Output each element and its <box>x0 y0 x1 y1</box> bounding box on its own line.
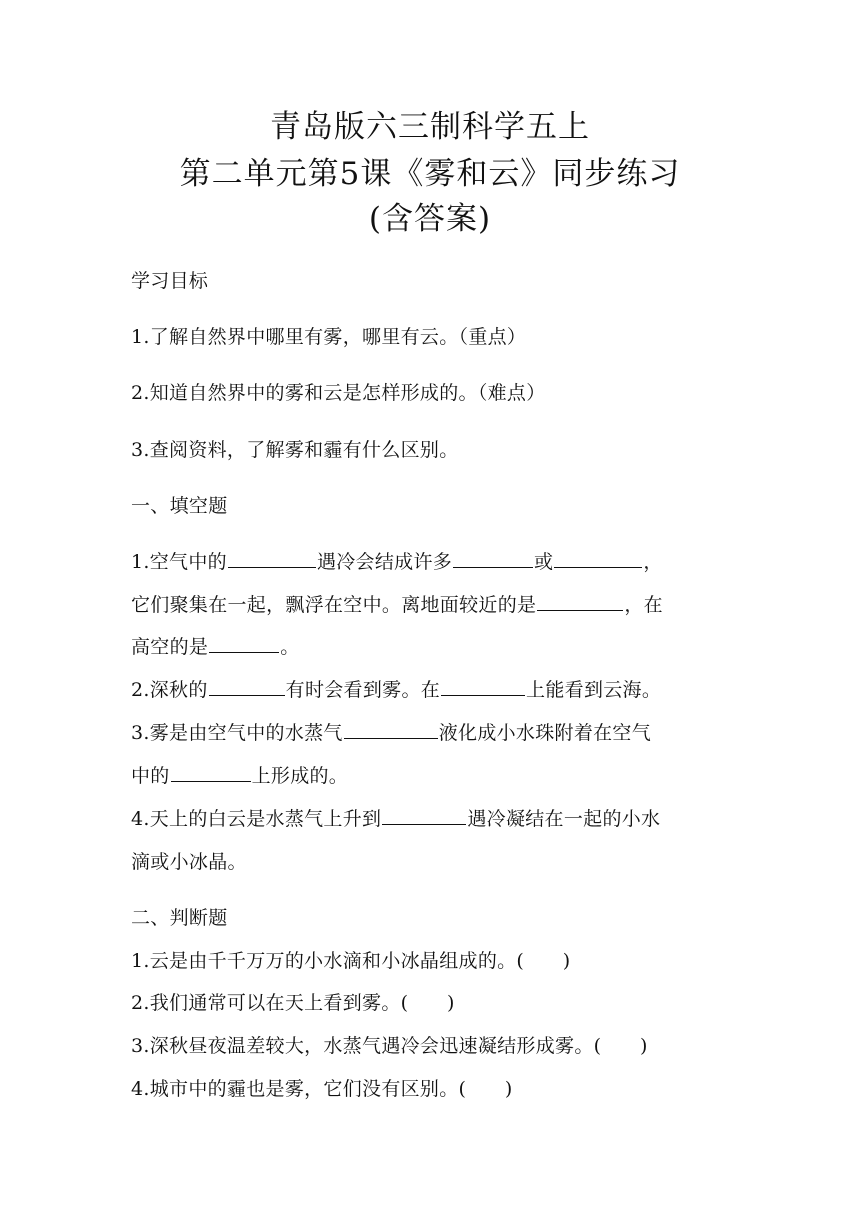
objective-item-3: 3.查阅资料，了解雾和霾有什么区别。 <box>131 439 459 461</box>
fill-q1-text-b: 遇冷会结成许多 <box>316 551 453 573</box>
fill-q4-text-a: 4.天上的白云是水蒸气上升到 <box>131 808 382 830</box>
fill-q4-text-b: 遇冷凝结在一起的小水 <box>467 808 661 830</box>
answer-blank[interactable] <box>344 737 438 739</box>
fill-q3-text-d: 上形成的。 <box>251 765 349 787</box>
answer-blank[interactable] <box>441 694 525 696</box>
answer-blank[interactable] <box>171 780 251 782</box>
fill-q1-text-h: 。 <box>280 636 300 658</box>
fill-q1-text-f: ，在 <box>624 594 663 616</box>
fill-q2-text-b: 有时会看到雾。在 <box>285 679 441 701</box>
title-line-3: (含答案) <box>368 201 492 237</box>
objective-item-1: 1.了解自然界中哪里有雾，哪里有云。（重点） <box>131 326 527 348</box>
objective-item-2: 2.知道自然界中的雾和云是怎样形成的。（难点） <box>131 382 546 404</box>
answer-blank[interactable] <box>554 566 642 568</box>
fill-q3-text-b: 液化成小水珠附着在空气 <box>438 722 652 744</box>
answer-blank[interactable] <box>209 694 285 696</box>
fill-question-4-line-2: 滴或小冰晶。 <box>131 851 247 873</box>
fill-q3-text-a: 3.雾是由空气中的水蒸气 <box>131 722 343 744</box>
fill-question-1-line-2 <box>131 592 663 618</box>
fill-heading: 一、填空题 <box>131 495 228 517</box>
objectives-heading: 学习目标 <box>131 270 209 292</box>
judge-heading: 二、判断题 <box>131 907 228 929</box>
fill-q1-text-d: ， <box>643 551 663 573</box>
judge-item-2: 2.我们通常可以在天上看到雾。( ) <box>131 992 455 1014</box>
answer-blank[interactable] <box>537 609 623 611</box>
judge-item-4: 4.城市中的霾也是雾，它们没有区别。( ) <box>131 1078 513 1100</box>
title-line-1: 青岛版六三制科学五上 <box>270 109 590 145</box>
fill-q3-text-c: 中的 <box>131 765 170 787</box>
judge-item-1: 1.云是由千千万万的小水滴和小冰晶组成的。( ) <box>131 950 571 972</box>
fill-question-3-line-1 <box>131 720 651 746</box>
fill-q2-text-a: 2.深秋的 <box>131 679 208 701</box>
fill-q1-text-e: 它们聚集在一起，飘浮在空中。离地面较近的是 <box>131 594 537 616</box>
fill-q1-text-a: 1.空气中的 <box>131 551 227 573</box>
fill-question-1-line-3 <box>131 634 300 660</box>
judge-item-3: 3.深秋昼夜温差较大，水蒸气遇冷会迅速凝结形成雾。( ) <box>131 1035 648 1057</box>
fill-question-1-line-1 <box>131 549 663 575</box>
fill-q1-text-g: 高空的是 <box>131 636 209 658</box>
fill-q2-text-c: 上能看到云海。 <box>526 679 662 701</box>
answer-blank[interactable] <box>228 566 316 568</box>
fill-question-4-line-1 <box>131 806 660 832</box>
answer-blank[interactable] <box>209 651 279 653</box>
fill-question-3-line-2 <box>131 763 348 789</box>
fill-question-2 <box>131 677 661 703</box>
answer-blank[interactable] <box>382 823 466 825</box>
fill-q1-text-c: 或 <box>534 551 554 573</box>
answer-blank[interactable] <box>453 566 533 568</box>
title-line-2: 第二单元第5课《雾和云》同步练习 <box>179 156 681 192</box>
